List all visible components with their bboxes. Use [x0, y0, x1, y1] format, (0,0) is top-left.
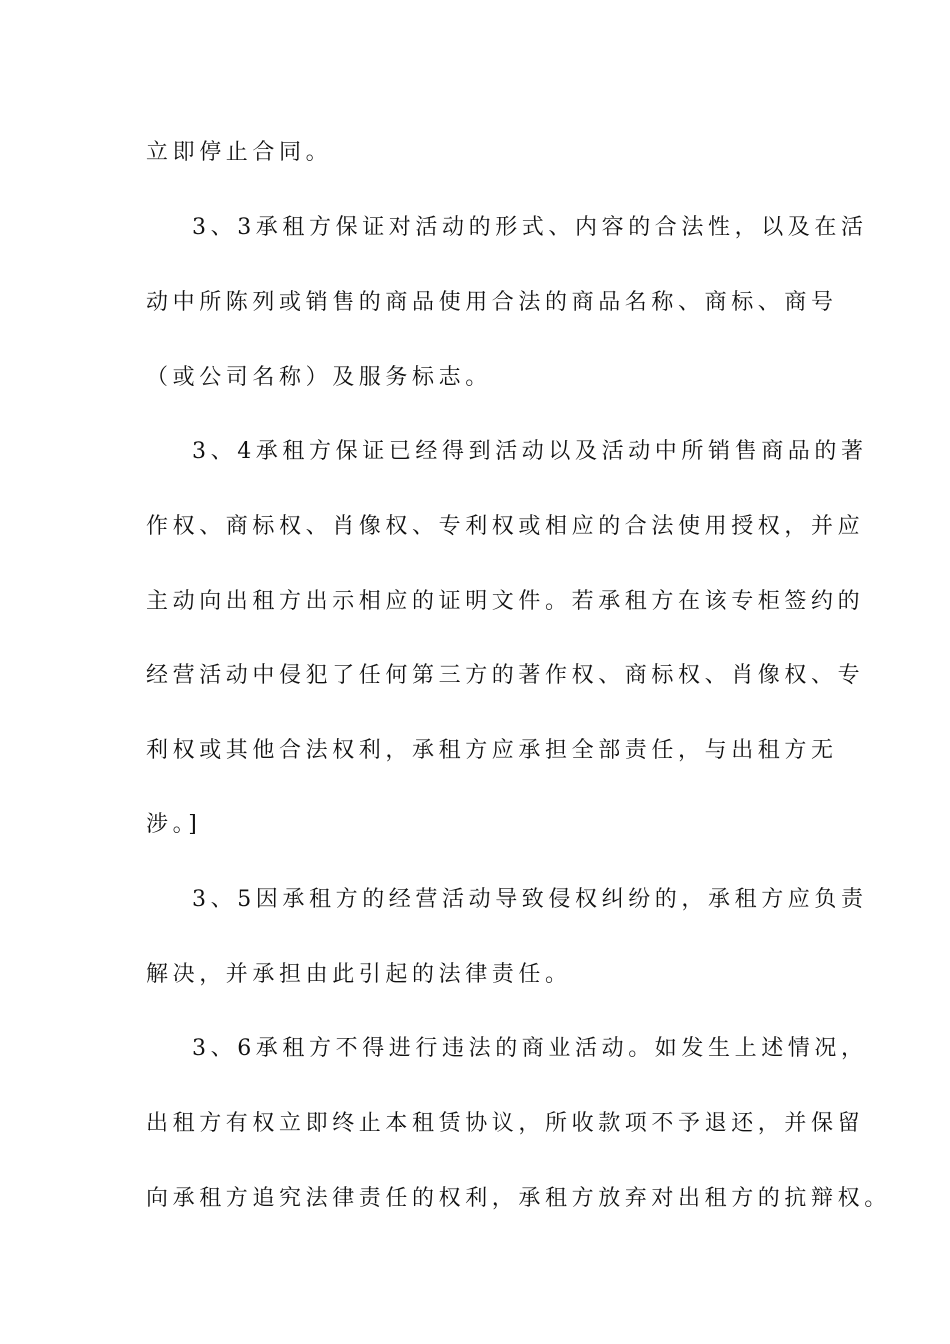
text-line: 立即停止合同。	[146, 140, 333, 165]
text-line: 3、4承租方保证已经得到活动以及活动中所销售商品的著	[192, 439, 868, 464]
text-line: 3、6承租方不得进行违法的商业活动。如发生上述情况，	[192, 1036, 868, 1061]
text-line: 利权或其他合法权利，承租方应承担全部责任，与出租方无	[146, 738, 838, 763]
text-line: 3、5因承租方的经营活动导致侵权纠纷的，承租方应负责	[192, 887, 868, 912]
text-line: （或公司名称）及服务标志。	[146, 365, 492, 390]
text-line: 涉。]	[146, 812, 202, 837]
text-line: 3、3承租方保证对活动的形式、内容的合法性，以及在活	[192, 215, 868, 240]
text-line: 解决，并承担由此引起的法律责任。	[146, 962, 572, 987]
text-line: 主动向出租方出示相应的证明文件。若承租方在该专柜签约的	[146, 589, 865, 614]
text-line: 出租方有权立即终止本租赁协议，所收款项不予退还，并保留	[146, 1111, 865, 1136]
text-line: 作权、商标权、肖像权、专利权或相应的合法使用授权，并应	[146, 514, 865, 539]
text-line: 动中所陈列或销售的商品使用合法的商品名称、商标、商号	[146, 290, 838, 315]
text-line: 经营活动中侵犯了任何第三方的著作权、商标权、肖像权、专	[146, 663, 865, 688]
text-line: 向承租方追究法律责任的权利，承租方放弃对出租方的抗辩权。	[146, 1186, 891, 1211]
